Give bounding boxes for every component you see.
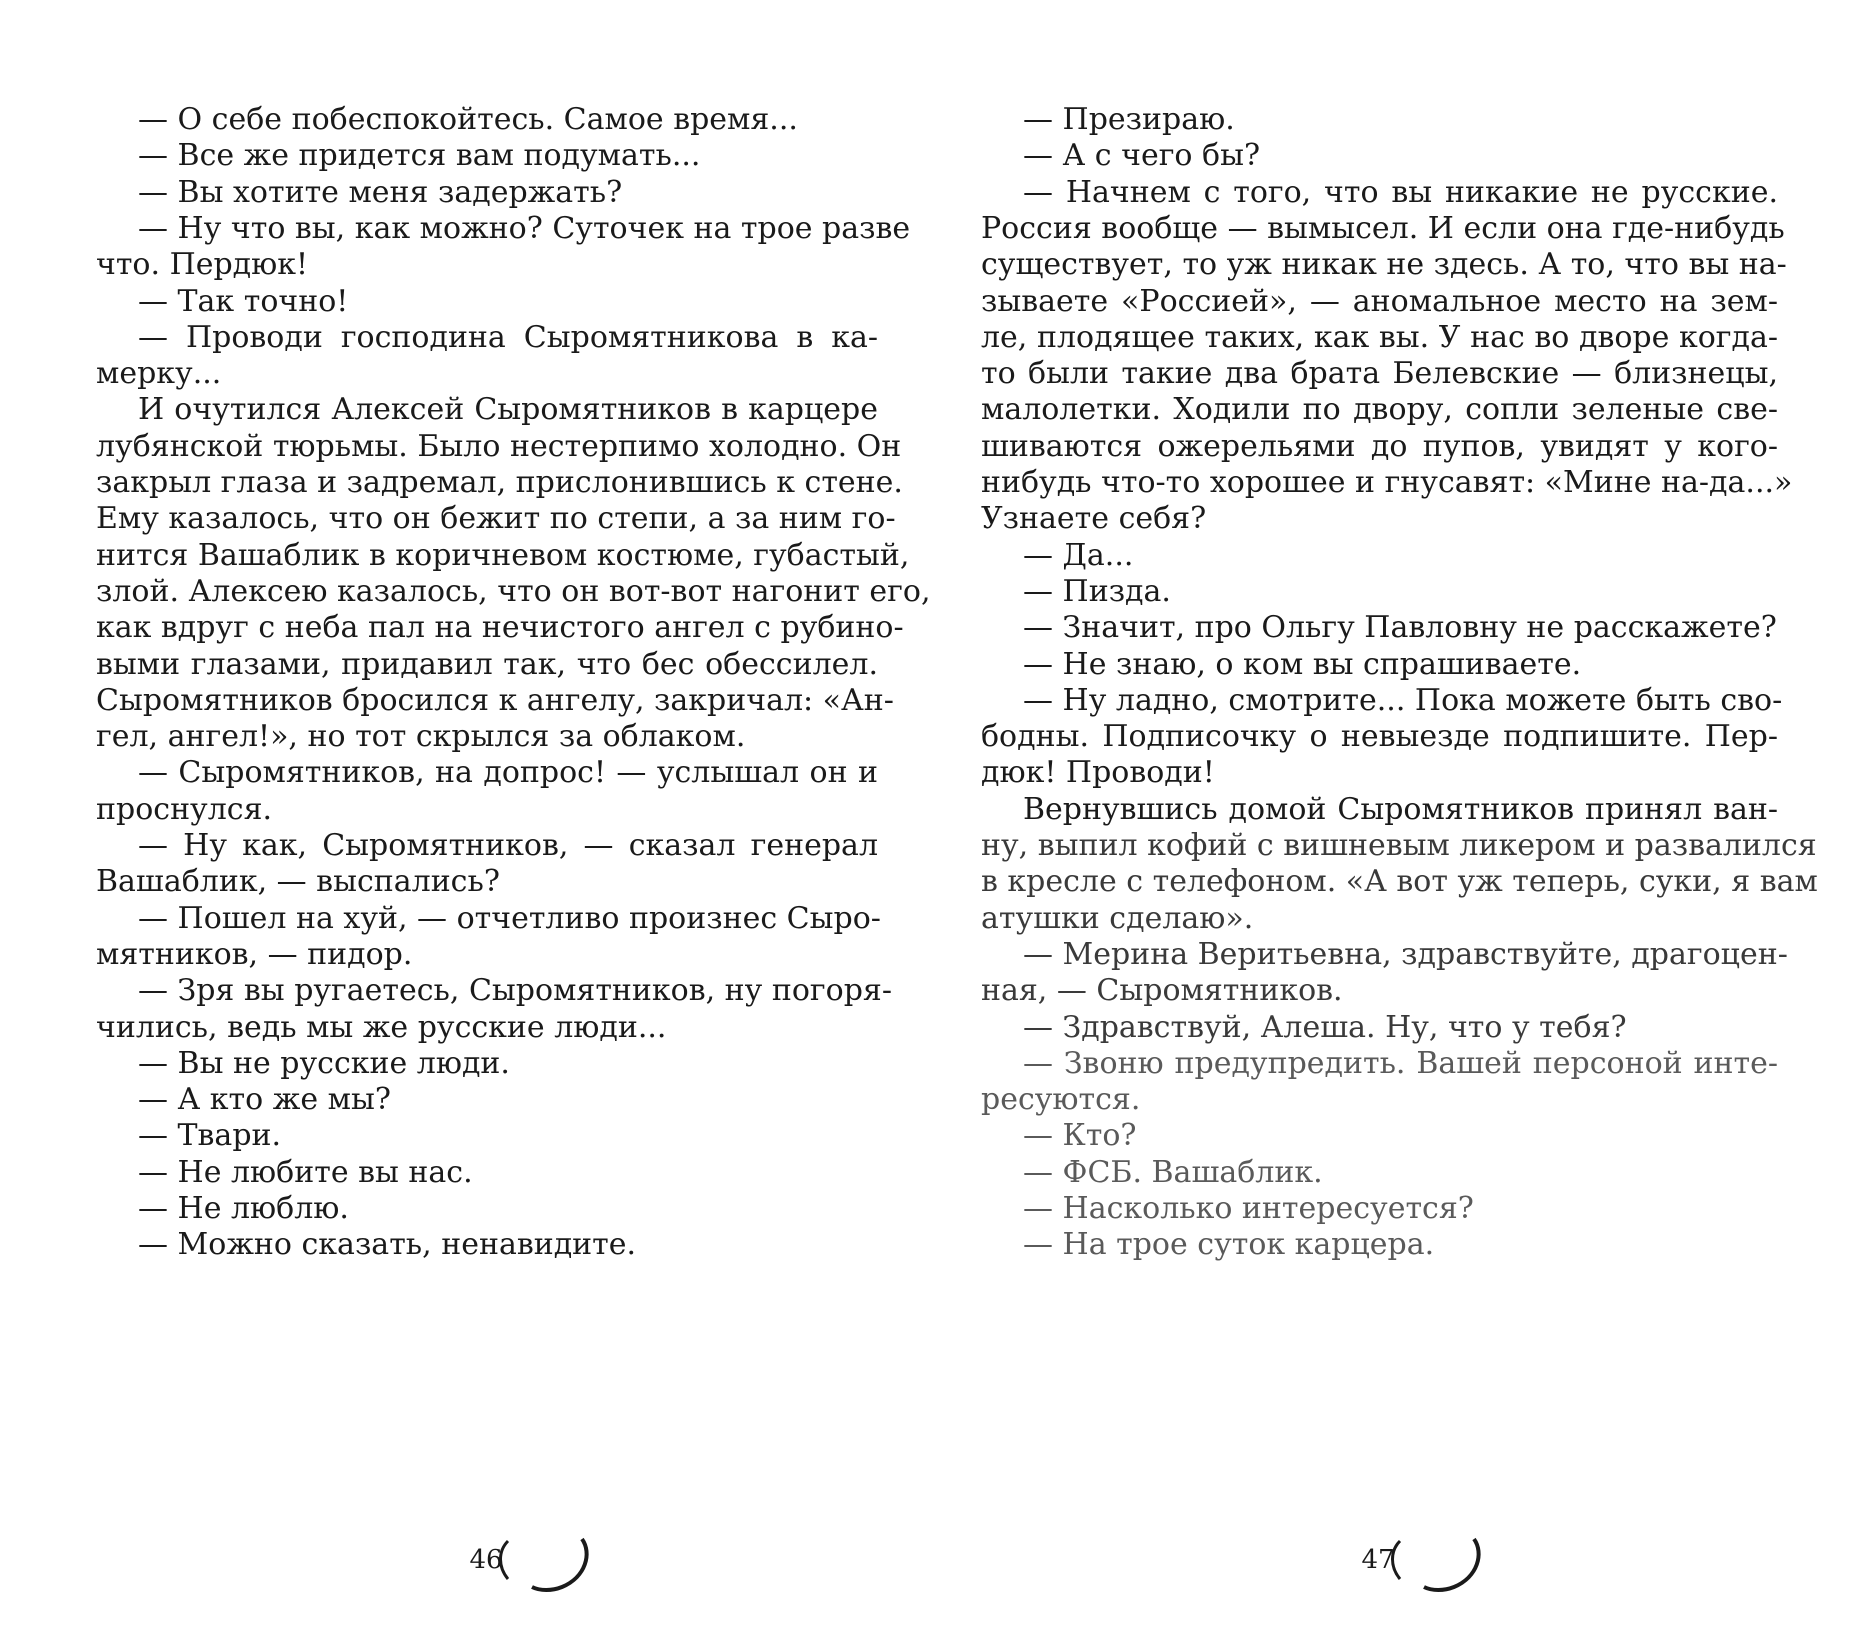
text-line: — Сыромятников, на допрос! — услышал он и: [138, 755, 878, 791]
text-line: — Не знаю, о ком вы спрашиваете.: [1023, 646, 1582, 682]
text-line: — Ну как, Сыромятников, — сказал генерал: [138, 828, 878, 863]
text-line: — Ну что вы, как можно? Суточек на трое разве: [138, 210, 911, 246]
text-line: Ему казалось, что он бежит по степи, а за ним го-: [96, 501, 896, 537]
text-line: то были такие два брата Белевские — близнецы,: [981, 356, 1778, 392]
text-line: чились, ведь мы же русские люди...: [96, 1009, 667, 1045]
text-line: — Вы хотите меня задержать?: [138, 174, 623, 210]
text-line: проснулся.: [96, 791, 273, 827]
text-line: — Мерина Веритьевна, здравствуйте, драгоцен-: [1023, 936, 1788, 972]
text-line: — Звоню предупредить. Вашей персоной инте-: [1023, 1045, 1778, 1081]
page-number-right-text: 47: [1361, 1545, 1395, 1575]
text-line: лубянской тюрьмы. Было нестерпимо холодно. Он: [96, 428, 902, 464]
text-line: — Вы не русские люди.: [138, 1045, 510, 1081]
text-line: ле, плодящее таких, как вы. У нас во дворе когда-: [981, 319, 1778, 355]
text-line: нится Вашаблик в коричневом костюме, губастый,: [96, 537, 910, 573]
text-line: что. Пердюк!: [96, 247, 309, 283]
text-line: — Так точно!: [138, 283, 349, 319]
text-line: — О себе побеспокойтесь. Самое время...: [138, 102, 798, 137]
text-line: — Твари.: [138, 1118, 282, 1154]
text-line: — Проводи господина Сыромятникова в ка-: [138, 319, 878, 355]
text-line: ресуются.: [981, 1082, 1141, 1118]
page-number-left: [426, 1533, 546, 1593]
text-line: закрыл глаза и задремал, прислонившись к стене.: [96, 465, 903, 500]
text-line: злой. Алексею казалось, что он вот-вот нагонит его,: [96, 573, 931, 609]
text-line: — Пошел на хуй, — отчетливо произнес Сыро-: [138, 900, 881, 936]
text-line: существует, то уж никак не здесь. А то, что вы на-: [981, 247, 1787, 283]
text-line: Вашаблик, — выспались?: [96, 864, 500, 900]
text-line: ну, выпил кофий с вишневым ликером и развалился: [981, 828, 1817, 863]
text-line: бодны. Подписочку о невыезде подпишите. Пер-: [981, 719, 1778, 755]
text-line: — Да...: [1023, 537, 1134, 573]
text-line: — ФСБ. Вашаблик.: [1023, 1154, 1323, 1190]
text-line: — Здравствуй, Алеша. Ну, что у тебя?: [1023, 1009, 1627, 1045]
text-line: атушки сделаю».: [981, 900, 1254, 936]
text-line: — А кто же мы?: [138, 1082, 391, 1118]
text-line: Россия вообще — вымысел. И если она где-нибудь: [981, 210, 1785, 246]
text-line: — Можно сказать, ненавидите.: [138, 1227, 637, 1263]
page-number-right: [1318, 1533, 1438, 1593]
text-line: в кресле с телефоном. «А вот уж теперь, суки, я вам: [981, 864, 1818, 900]
text-line: — Пизда.: [1023, 573, 1171, 609]
text-line: — Начнем с того, что вы никакие не русские.: [1023, 174, 1778, 210]
text-line: — Презираю.: [1023, 102, 1235, 137]
text-line: Сыромятников бросился к ангелу, закричал: «Ан-: [96, 682, 894, 718]
text-line: шиваются ожерельями до пупов, увидят у кого-: [981, 428, 1778, 464]
text-line: И очутился Алексей Сыромятников в карцере: [138, 392, 878, 428]
text-line: — Кто?: [1023, 1118, 1137, 1154]
page-number-left-text: 46: [469, 1545, 503, 1575]
text-line: выми глазами, придавил так, что бес обессилел.: [96, 646, 878, 682]
text-line: мерку...: [96, 356, 222, 392]
text-line: — Значит, про Ольгу Павловну не расскажете?: [1023, 610, 1777, 646]
text-line: гел, ангел!», но тот скрылся за облаком.: [96, 719, 746, 755]
text-line: — Не любите вы нас.: [138, 1154, 473, 1190]
text-line: как вдруг с неба пал на нечистого ангел с рубино-: [96, 610, 904, 646]
text-line: — Ну ладно, смотрите... Пока можете быть сво-: [1023, 682, 1783, 718]
text-line: Вернувшись домой Сыромятников принял ван-: [1023, 791, 1778, 827]
text-line: ная, — Сыромятников.: [981, 973, 1343, 1009]
text-line: дюк! Проводи!: [981, 755, 1215, 791]
text-line: — А с чего бы?: [1023, 138, 1261, 174]
text-line: — На трое суток карцера.: [1023, 1227, 1435, 1263]
text-line: — Зря вы ругаетесь, Сыромятников, ну погоря-: [138, 973, 892, 1009]
text-line: зываете «Россией», — аномальное место на зем-: [981, 283, 1778, 319]
text-line: нибудь что-то хорошее и гнусавят: «Мине на-да...»: [981, 465, 1793, 500]
text-line: — Все же придется вам подумать...: [138, 138, 701, 174]
text-line: Узнаете себя?: [981, 501, 1207, 537]
text-line: — Насколько интересуется?: [1023, 1191, 1474, 1226]
text-line: — Не люблю.: [138, 1191, 349, 1226]
text-line: мятников, — пидор.: [96, 936, 413, 972]
text-line: малолетки. Ходили по двору, сопли зеленые све-: [981, 392, 1778, 428]
